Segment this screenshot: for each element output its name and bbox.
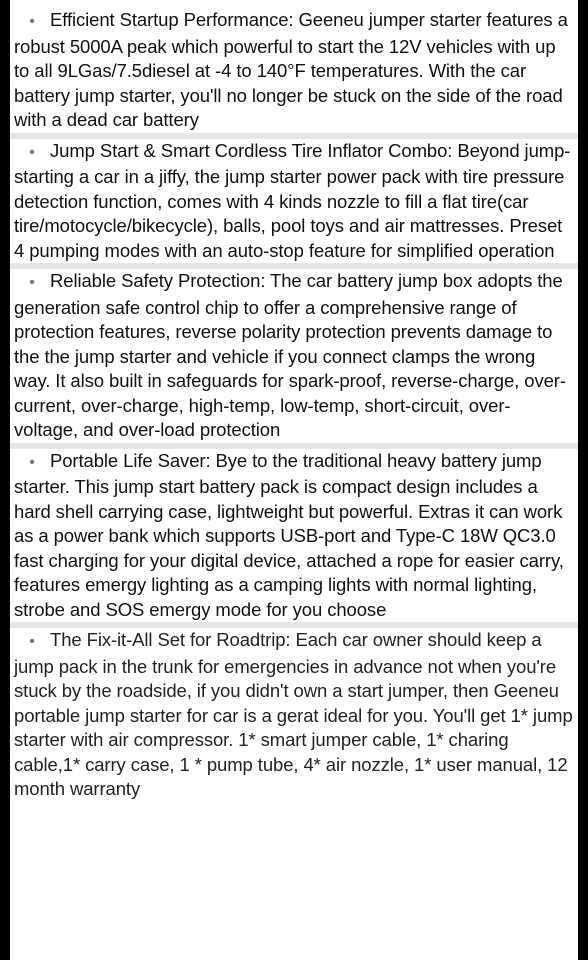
feature-text: Portable Life Saver: Bye to the traditional heavy battery jump starter. This jump start battery pack is compact design includes a hard shell carrying case, lightweight but powerful. Extras it can work as a power bank which supports USB-port and Type-C 18W QC3.0 fast charging for your digital device, attached a rope for easier carry, features emergy lighting as a camping lights with normal lighting, strobe and SOS emergy mode for you choose — [14, 449, 564, 620]
feature-text: Jump Start & Smart Cordless Tire Inflator Combo: Beyond jump-starting a car in a jiffy, the jump starter power pack with tire pressure detection function, comes with 4 kinds nozzle to fill a flat tire(car tire/motocycle/bikecycle), balls, pool toys and air mattresses. Preset 4 pumping modes with an auto-stop feature for simplified operation — [14, 139, 571, 261]
feature-text: Reliable Safety Protection: The car battery jump box adopts the generation safe control chip to offer a comprehensive range of protection features, reverse polarity protection prevents damage to the the jump starter and vehicle if you connect clamps the wrong way. It also built in safeguards for spark-proof, reverse-charge, over-current, over-charge, high-temp, low-temp, short-circuit, over-voltage, and over-load protection — [14, 270, 566, 440]
bullet-icon: • — [29, 633, 35, 650]
product-feature-list — [10, 0, 578, 960]
feature-paragraph — [14, 628, 574, 802]
feature-text: Efficient Startup Performance: Geeneu jumper starter features a robust 5000A peak which powerful to start the 12V vehicles with up to all 9LGas/7.5diesel at -4 to 140°F temperatures. With the car battery jump starter, you'll no longer be stuck on the side of the road with a dead car battery — [14, 9, 568, 130]
bullet-icon: • — [29, 13, 35, 30]
feature-paragraph — [14, 139, 574, 264]
feature-efficient-startup — [10, 0, 578, 133]
feature-roadtrip-set — [10, 622, 578, 802]
feature-text: The Fix-it-All Set for Roadtrip: Each car owner should keep a jump pack in the trunk for emergencies in advance not when you're stuck by the roadside, if you didn't own a start jumper, then Geeneu portable jump starter for car is a gerat ideal for you. You'll get 1* jump starter with air compressor. 1* smart jumper cable, 1* charing cable,1* carry case, 1 * pump tube, 4* air nozzle, 1* user manual, 12 month warranty — [14, 629, 573, 799]
bullet-icon: • — [29, 143, 35, 161]
bullet-icon: • — [29, 274, 35, 291]
feature-paragraph — [14, 269, 574, 443]
feature-portable-life-saver — [10, 443, 578, 623]
feature-tire-inflator-combo — [10, 133, 578, 264]
bullet-icon: • — [29, 453, 35, 471]
feature-paragraph — [14, 449, 574, 623]
feature-safety-protection — [10, 263, 578, 443]
feature-paragraph — [14, 8, 574, 133]
